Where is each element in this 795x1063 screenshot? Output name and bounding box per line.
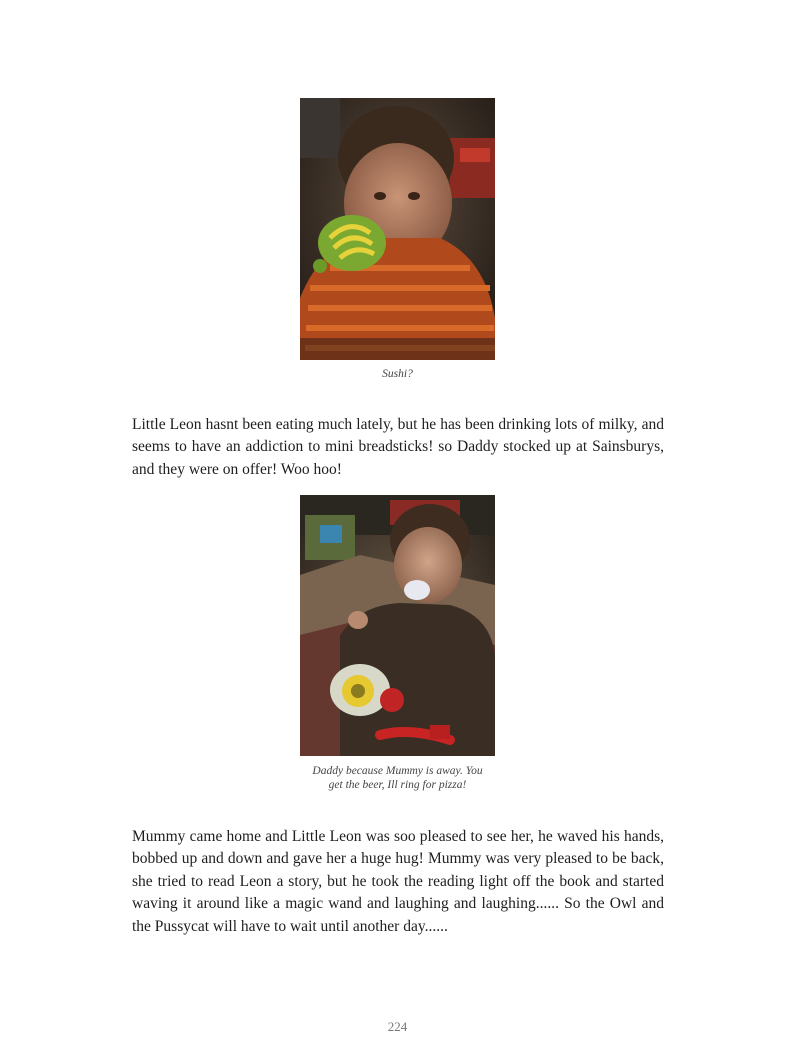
photo-baby-with-toy-phone bbox=[300, 495, 495, 756]
caption-line: get the beer, Ill ring for pizza! bbox=[328, 779, 467, 791]
caption-line: Sushi? bbox=[382, 368, 413, 380]
paragraph-1: Little Leon hasnt been eating much lately, but he has been drinking lots of milky, and seems to have an addiction to mini breadsticks! so Daddy stocked up at Sainsburys, and they were on offer! Woo hoo! bbox=[132, 416, 664, 478]
photo-baby-with-toy bbox=[300, 98, 495, 360]
figure-caption-1 bbox=[300, 367, 495, 381]
paragraph-2: Mummy came home and Little Leon was soo pleased to see her, he waved his hands, bobbed up and down and gave her a huge hug! Mummy was very pleased to be back, she tried to read Leon a story, but he took the reading light off the book and started waving it around like a magic wand and laughing and laughing...... So the Owl and the Pussycat will have to wait until another day...... bbox=[132, 828, 664, 935]
page-number: 224 bbox=[387, 1019, 408, 1034]
caption-line: Daddy because Mummy is away. You bbox=[312, 765, 483, 777]
figure-caption-2 bbox=[290, 764, 505, 792]
